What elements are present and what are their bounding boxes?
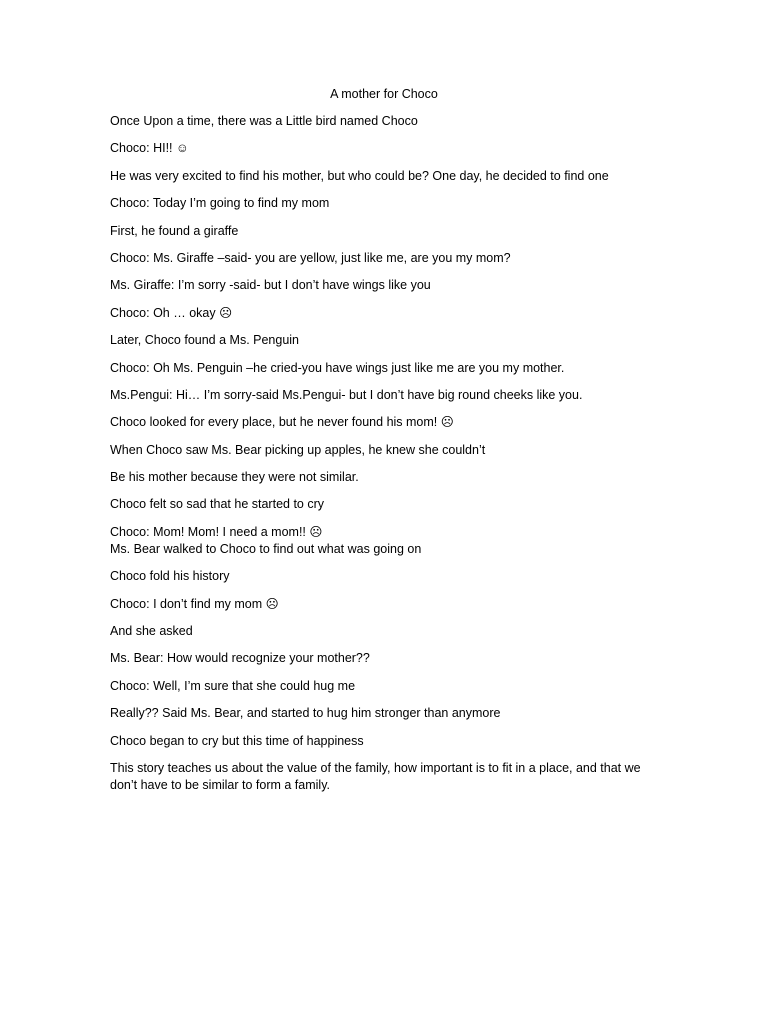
paragraph: Be his mother because they were not similar. bbox=[110, 470, 359, 485]
paragraph: Later, Choco found a Ms. Penguin bbox=[110, 333, 300, 348]
paragraph: He was very excited to find his mother, but who could be? One day, he decided to find one bbox=[110, 168, 609, 183]
paragraph: Choco: Ms. Giraffe –said- you are yellow, just like me, are you my mom? bbox=[110, 250, 511, 265]
paragraph: First, he found a giraffe bbox=[110, 223, 239, 238]
paragraph: Choco: I don’t find my mom ☹ bbox=[110, 596, 279, 611]
paragraph: Choco: Mom! Mom! I need a mom!! ☹ bbox=[110, 524, 323, 539]
paragraph: Choco began to cry but this time of happiness bbox=[110, 733, 364, 748]
paragraph: Once Upon a time, there was a Little bird named Choco bbox=[110, 114, 418, 128]
paragraph: Ms. Giraffe: I’m sorry -said- but I don’t have wings like you bbox=[110, 278, 431, 293]
paragraph: Choco: Well, I’m sure that she could hug me bbox=[110, 678, 356, 693]
paragraph: Ms. Bear: How would recognize your mother?? bbox=[110, 651, 370, 666]
paragraph: Ms. Bear walked to Choco to find out what was going on bbox=[110, 541, 422, 556]
paragraph: Choco: HI!! ☺ bbox=[110, 141, 189, 156]
paragraph: Choco: Today I’m going to find my mom bbox=[110, 196, 330, 211]
paragraph: Choco felt so sad that he started to cry bbox=[110, 497, 325, 512]
paragraph: Ms.Pengui: Hi… I’m sorry-said Ms.Pengui- but I don’t have big round cheeks like you. bbox=[110, 387, 583, 402]
paragraph: And she asked bbox=[110, 624, 193, 639]
paragraph: Choco looked for every place, but he never found his mom! ☹ bbox=[110, 415, 454, 430]
document-body bbox=[110, 113, 670, 804]
paragraph: Choco: Oh Ms. Penguin –he cried-you have wings just like me are you my mother. bbox=[110, 360, 565, 375]
paragraph: This story teaches us about the value of the family, how important is to fit in a place, and that we don’t have to be similar to form a family. bbox=[110, 760, 641, 792]
paragraph: When Choco saw Ms. Bear picking up apples, he knew she couldn’t bbox=[110, 442, 486, 457]
paragraph: Really?? Said Ms. Bear, and started to hug him stronger than anymore bbox=[110, 706, 501, 721]
document-title: A mother for Choco bbox=[330, 87, 438, 101]
paragraph: Choco fold his history bbox=[110, 569, 230, 584]
paragraph: Choco: Oh … okay ☹ bbox=[110, 305, 233, 320]
